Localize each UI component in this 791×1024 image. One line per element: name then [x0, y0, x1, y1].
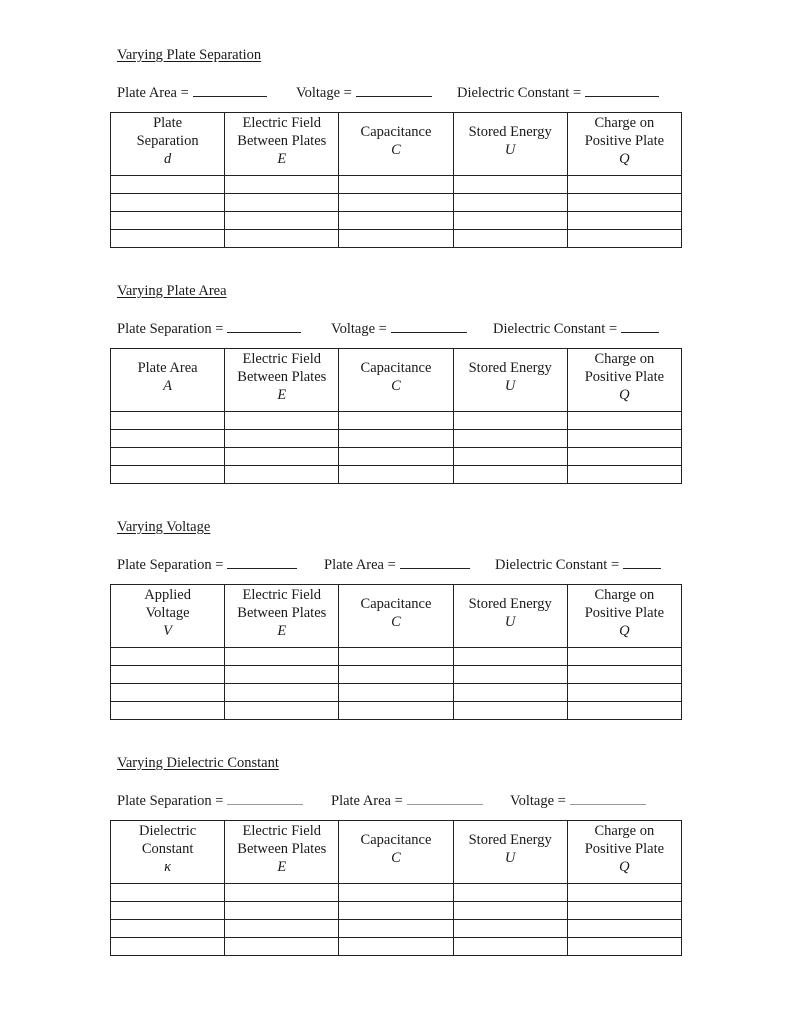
col-header-electric-field	[225, 585, 339, 648]
voltage-blank[interactable]	[391, 319, 467, 333]
table-cell[interactable]	[225, 648, 339, 666]
table-row	[111, 230, 682, 248]
table-cell[interactable]	[225, 230, 339, 248]
header-line: Between Plates	[237, 841, 327, 857]
plate-area-blank[interactable]	[407, 791, 483, 805]
table-row	[111, 412, 682, 430]
data-table	[110, 348, 682, 484]
parameter-row	[117, 555, 717, 575]
param-plate-area	[324, 555, 470, 574]
param-plate-area	[117, 83, 267, 102]
header-symbol: C	[391, 378, 401, 394]
param-label: Plate Separation =	[117, 793, 224, 809]
header-symbol: κ	[164, 859, 172, 875]
header-symbol: Q	[619, 151, 630, 167]
section-title: Varying Dielectric Constant	[117, 755, 279, 771]
col-header-stored-energy	[453, 113, 567, 176]
table-row	[111, 648, 682, 666]
param-label: Dielectric Constant =	[493, 321, 618, 337]
table-cell[interactable]	[453, 466, 567, 484]
table-cell[interactable]	[453, 902, 567, 920]
table-cell[interactable]	[225, 684, 339, 702]
table-cell[interactable]	[111, 884, 225, 902]
header-symbol: d	[163, 151, 172, 167]
header-line: Stored Energy	[468, 360, 552, 376]
param-label: Plate Separation =	[117, 557, 224, 573]
header-line: Capacitance	[360, 596, 432, 612]
table-cell[interactable]	[567, 412, 681, 430]
table-cell[interactable]	[567, 648, 681, 666]
param-voltage	[331, 319, 467, 338]
table-cell[interactable]	[225, 702, 339, 720]
header-line: Plate	[153, 115, 183, 131]
header-symbol: V	[163, 623, 173, 639]
table-cell[interactable]	[225, 666, 339, 684]
table-cell[interactable]	[453, 230, 567, 248]
table-row	[111, 448, 682, 466]
header-line: Charge on	[594, 115, 655, 131]
table-cell[interactable]	[567, 466, 681, 484]
col-header-plate-separation	[111, 113, 225, 176]
table-cell[interactable]	[111, 920, 225, 938]
table-cell[interactable]	[225, 448, 339, 466]
table-cell[interactable]	[339, 920, 453, 938]
header-line: Electric Field	[242, 587, 322, 603]
col-header-capacitance	[339, 113, 453, 176]
col-header-electric-field	[225, 821, 339, 884]
header-line: Between Plates	[237, 605, 327, 621]
table-row	[111, 684, 682, 702]
col-header-applied-voltage	[111, 585, 225, 648]
table-cell[interactable]	[567, 430, 681, 448]
col-header-electric-field	[225, 349, 339, 412]
table-cell[interactable]	[111, 702, 225, 720]
table-cell[interactable]	[453, 412, 567, 430]
table-cell[interactable]	[567, 176, 681, 194]
table-cell[interactable]	[453, 194, 567, 212]
header-line: Charge on	[594, 823, 655, 839]
table-cell[interactable]	[339, 230, 453, 248]
table-cell[interactable]	[567, 194, 681, 212]
section-title: Varying Plate Area	[117, 283, 227, 299]
table-cell[interactable]	[453, 884, 567, 902]
table-cell[interactable]	[339, 684, 453, 702]
header-line: Stored Energy	[468, 596, 552, 612]
header-row	[111, 349, 682, 412]
table-cell[interactable]	[339, 666, 453, 684]
header-symbol: E	[277, 859, 287, 875]
table-cell[interactable]	[453, 430, 567, 448]
header-line: Applied	[144, 587, 191, 603]
header-row	[111, 821, 682, 884]
table-row	[111, 902, 682, 920]
col-header-stored-energy	[453, 585, 567, 648]
header-line: Charge on	[594, 351, 655, 367]
header-symbol: U	[504, 142, 516, 158]
header-line: Capacitance	[360, 124, 432, 140]
header-symbol: C	[391, 142, 401, 158]
table-cell[interactable]	[111, 412, 225, 430]
table-cell[interactable]	[453, 176, 567, 194]
header-line: Positive Plate	[584, 369, 665, 385]
table-cell[interactable]	[225, 176, 339, 194]
table-cell[interactable]	[453, 648, 567, 666]
table-cell[interactable]	[339, 466, 453, 484]
col-header-charge	[567, 821, 681, 884]
header-line: Constant	[141, 841, 194, 857]
data-table	[110, 820, 682, 956]
table-cell[interactable]	[453, 684, 567, 702]
header-row	[111, 113, 682, 176]
table-cell[interactable]	[225, 194, 339, 212]
param-label: Voltage =	[331, 321, 387, 337]
param-label: Voltage =	[510, 793, 566, 809]
header-symbol: E	[277, 623, 287, 639]
param-label: Voltage =	[296, 85, 352, 101]
col-header-dielectric-constant	[111, 821, 225, 884]
table-cell[interactable]	[111, 902, 225, 920]
header-line: Electric Field	[242, 351, 322, 367]
voltage-blank[interactable]	[570, 791, 646, 805]
table-cell[interactable]	[225, 466, 339, 484]
header-line: Positive Plate	[584, 605, 665, 621]
param-label: Plate Area =	[117, 85, 189, 101]
table-cell[interactable]	[225, 430, 339, 448]
header-symbol: C	[391, 614, 401, 630]
header-line: Capacitance	[360, 832, 432, 848]
table-cell[interactable]	[567, 938, 681, 956]
table-cell[interactable]	[453, 448, 567, 466]
table-cell[interactable]	[111, 448, 225, 466]
table-cell[interactable]	[339, 194, 453, 212]
header-symbol: A	[163, 378, 173, 394]
col-header-charge	[567, 349, 681, 412]
table-cell[interactable]	[453, 920, 567, 938]
section-title: Varying Voltage	[117, 519, 211, 535]
table-row	[111, 212, 682, 230]
header-symbol: E	[277, 387, 287, 403]
table-cell[interactable]	[111, 466, 225, 484]
parameter-row	[117, 319, 717, 339]
table-cell[interactable]	[225, 938, 339, 956]
table-cell[interactable]	[339, 430, 453, 448]
table-row	[111, 666, 682, 684]
table-row	[111, 466, 682, 484]
table-cell[interactable]	[453, 666, 567, 684]
param-label: Plate Area =	[331, 793, 403, 809]
header-line: Positive Plate	[584, 133, 665, 149]
table-cell[interactable]	[111, 938, 225, 956]
col-header-capacitance	[339, 585, 453, 648]
table-cell[interactable]	[453, 212, 567, 230]
param-label: Plate Separation =	[117, 321, 224, 337]
table-cell[interactable]	[339, 702, 453, 720]
section-title: Varying Plate Separation	[117, 47, 262, 63]
table-cell[interactable]	[339, 412, 453, 430]
header-symbol: Q	[619, 623, 630, 639]
header-symbol: C	[391, 850, 401, 866]
table-cell[interactable]	[339, 938, 453, 956]
header-symbol: U	[504, 850, 516, 866]
table-cell[interactable]	[339, 902, 453, 920]
table-cell[interactable]	[225, 212, 339, 230]
plate-separation-blank[interactable]	[227, 319, 301, 333]
col-header-charge	[567, 585, 681, 648]
header-symbol: Q	[619, 859, 630, 875]
col-header-charge	[567, 113, 681, 176]
parameter-row	[117, 83, 717, 103]
header-symbol: E	[277, 151, 287, 167]
header-line: Electric Field	[242, 115, 322, 131]
table-cell[interactable]	[453, 938, 567, 956]
table-cell[interactable]	[111, 230, 225, 248]
table-cell[interactable]	[111, 666, 225, 684]
voltage-blank[interactable]	[356, 83, 432, 97]
param-dielectric-constant	[457, 83, 659, 102]
table-cell[interactable]	[339, 884, 453, 902]
table-row	[111, 430, 682, 448]
table-cell[interactable]	[567, 902, 681, 920]
param-label: Dielectric Constant =	[495, 557, 620, 573]
table-cell[interactable]	[225, 412, 339, 430]
header-line: Between Plates	[237, 133, 327, 149]
col-header-stored-energy	[453, 349, 567, 412]
col-header-stored-energy	[453, 821, 567, 884]
param-label: Dielectric Constant =	[457, 85, 582, 101]
table-row	[111, 194, 682, 212]
param-plate-separation	[117, 791, 303, 810]
table-cell[interactable]	[339, 448, 453, 466]
col-header-plate-area	[111, 349, 225, 412]
table-cell[interactable]	[567, 666, 681, 684]
plate-area-blank[interactable]	[400, 555, 470, 569]
table-row	[111, 938, 682, 956]
col-header-capacitance	[339, 349, 453, 412]
header-symbol: Q	[619, 387, 630, 403]
table-cell[interactable]	[567, 884, 681, 902]
plate-separation-blank[interactable]	[227, 791, 303, 805]
table-cell[interactable]	[453, 702, 567, 720]
plate-separation-blank[interactable]	[227, 555, 297, 569]
table-cell[interactable]	[225, 920, 339, 938]
data-table	[110, 112, 682, 248]
table-cell[interactable]	[225, 884, 339, 902]
table-row	[111, 884, 682, 902]
table-row	[111, 702, 682, 720]
header-line: Charge on	[594, 587, 655, 603]
table-cell[interactable]	[567, 684, 681, 702]
table-cell[interactable]	[111, 684, 225, 702]
table-cell[interactable]	[111, 212, 225, 230]
table-cell[interactable]	[111, 176, 225, 194]
header-symbol: U	[504, 378, 516, 394]
param-voltage	[296, 83, 432, 102]
param-plate-separation	[117, 555, 297, 574]
header-line: Stored Energy	[468, 832, 552, 848]
header-line: Between Plates	[237, 369, 327, 385]
header-line: Stored Energy	[468, 124, 552, 140]
param-dielectric-constant	[493, 319, 659, 338]
table-cell[interactable]	[567, 212, 681, 230]
plate-area-blank[interactable]	[193, 83, 267, 97]
table-cell[interactable]	[567, 230, 681, 248]
parameter-row	[117, 791, 717, 811]
table-cell[interactable]	[567, 920, 681, 938]
param-dielectric-constant	[495, 555, 661, 574]
param-plate-area	[331, 791, 483, 810]
param-plate-separation	[117, 319, 301, 338]
table-cell[interactable]	[111, 648, 225, 666]
table-cell[interactable]	[111, 194, 225, 212]
table-cell[interactable]	[225, 902, 339, 920]
table-row	[111, 920, 682, 938]
table-cell[interactable]	[567, 702, 681, 720]
dielectric-constant-blank[interactable]	[623, 555, 661, 569]
header-line: Electric Field	[242, 823, 322, 839]
dielectric-constant-blank[interactable]	[585, 83, 659, 97]
header-line: Plate Area	[137, 360, 198, 376]
header-line: Positive Plate	[584, 841, 665, 857]
param-label: Plate Area =	[324, 557, 396, 573]
header-line: Voltage	[145, 605, 190, 621]
header-line: Separation	[136, 133, 199, 149]
header-line: Capacitance	[360, 360, 432, 376]
data-table	[110, 584, 682, 720]
table-cell[interactable]	[111, 430, 225, 448]
table-cell[interactable]	[339, 212, 453, 230]
table-cell[interactable]	[567, 448, 681, 466]
header-symbol: U	[504, 614, 516, 630]
header-row	[111, 585, 682, 648]
dielectric-constant-blank[interactable]	[621, 319, 659, 333]
table-row	[111, 176, 682, 194]
header-line: Dielectric	[139, 823, 197, 839]
table-cell[interactable]	[339, 176, 453, 194]
col-header-capacitance	[339, 821, 453, 884]
table-cell[interactable]	[339, 648, 453, 666]
col-header-electric-field	[225, 113, 339, 176]
param-voltage	[510, 791, 646, 810]
